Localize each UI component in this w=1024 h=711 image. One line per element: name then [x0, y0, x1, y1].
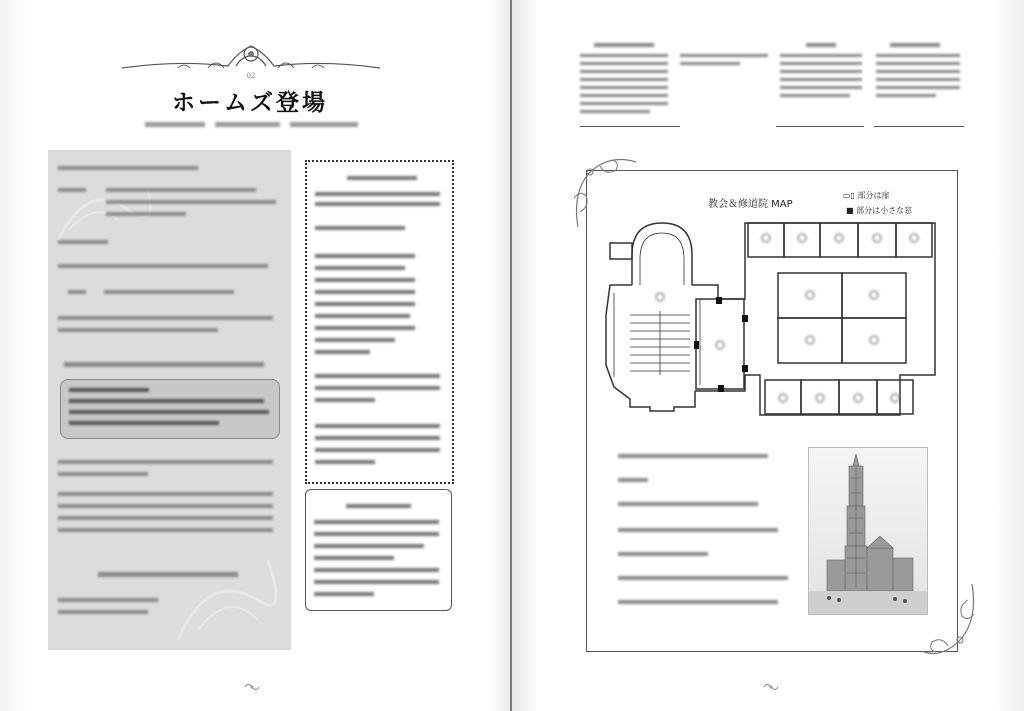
chapter-title: ホームズ登場	[172, 89, 328, 116]
rounded-info-box	[305, 489, 452, 611]
callout-box	[60, 379, 280, 439]
window-legend-icon: ■	[846, 206, 854, 215]
chapter-subtitle-blurred	[145, 117, 360, 131]
svg-text:02: 02	[246, 72, 256, 80]
page-ornament-icon	[762, 681, 780, 693]
column-rule	[776, 126, 864, 127]
blurred-top-columns	[580, 40, 980, 130]
blurred-room-list	[618, 452, 798, 612]
ornament-flourish-icon	[118, 38, 384, 80]
column-rule	[874, 126, 964, 127]
map-title: 教会＆修道院 MAP	[708, 199, 793, 210]
column-rule	[580, 126, 680, 127]
dotted-info-box	[305, 160, 454, 484]
page-ornament-icon	[243, 681, 261, 693]
cathedral-illustration	[808, 447, 928, 615]
left-page	[0, 0, 510, 711]
floor-plan-diagram	[600, 215, 945, 420]
legend-door-label: 部分は扉	[857, 191, 890, 200]
corner-flourish-icon	[920, 580, 980, 660]
door-legend-icon: ▭▯	[843, 191, 855, 200]
legend-window-label: 部分は小さな窓	[856, 206, 913, 215]
legend-door	[843, 190, 890, 201]
